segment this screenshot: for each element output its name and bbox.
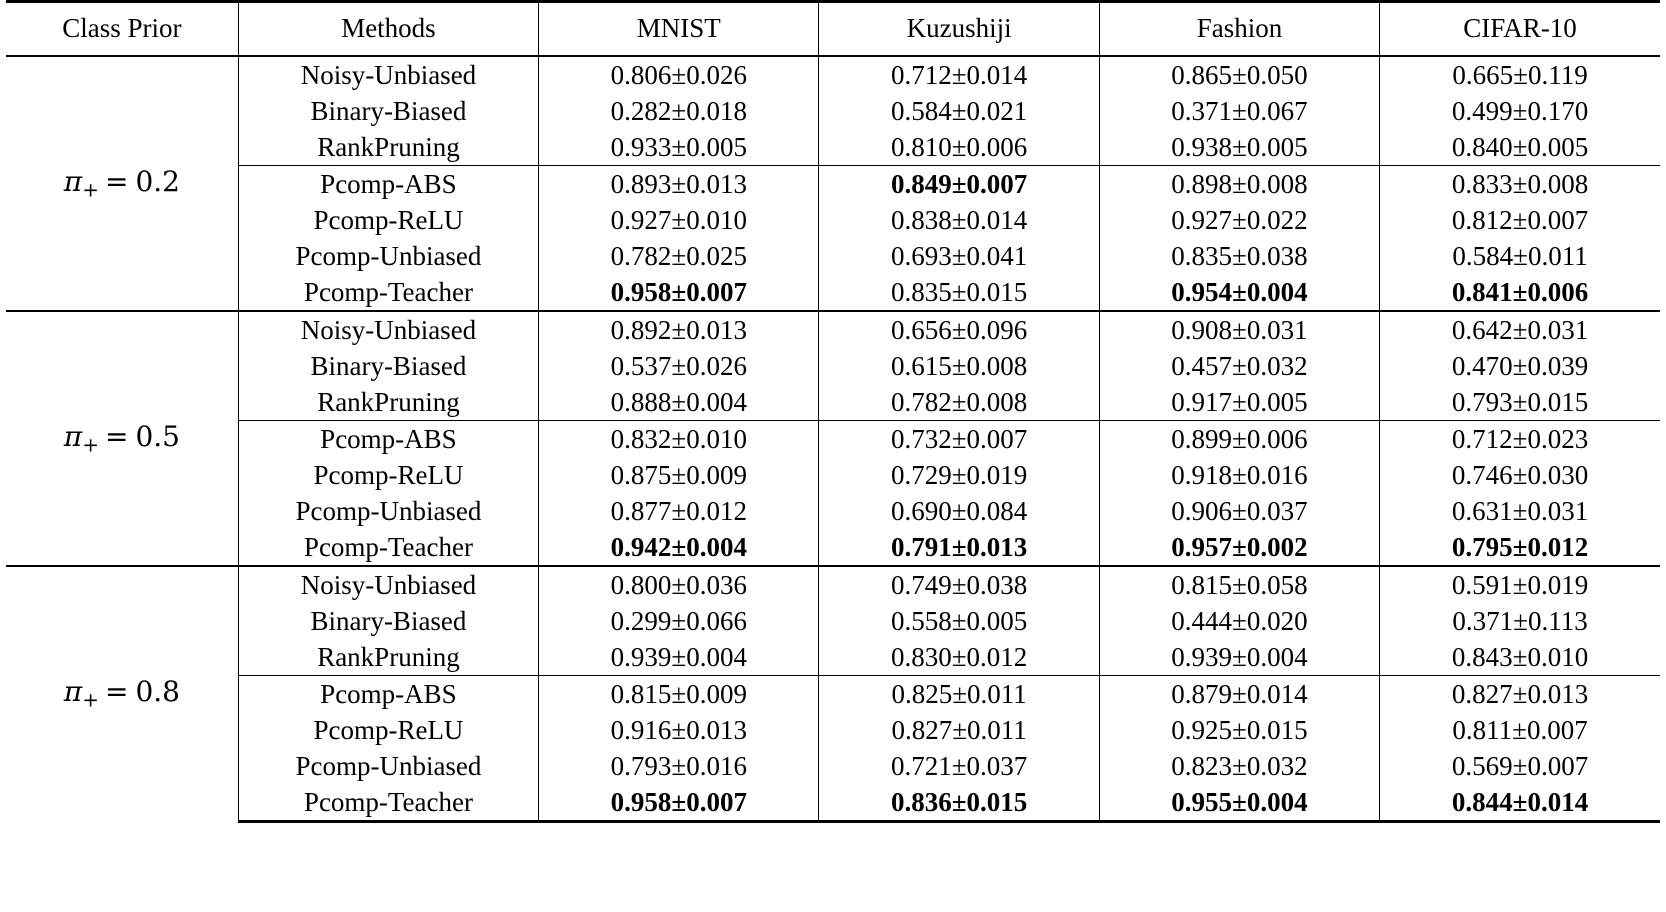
column-header-class-prior: Class Prior [6,2,238,57]
metric-value: 0.830±0.012 [819,639,1099,676]
metric-value: 0.444±0.020 [1099,603,1379,639]
metric-value: 0.892±0.013 [539,311,819,348]
class-prior-label [6,311,238,566]
equals-sign: = [104,419,129,453]
metric-value: 0.925±0.015 [1099,712,1379,748]
metric-value: 0.782±0.008 [819,384,1099,421]
metric-value: 0.749±0.038 [819,566,1099,603]
pi-symbol: π [63,675,83,709]
method-name: Pcomp-Teacher [238,784,538,822]
metric-value: 0.665±0.119 [1380,56,1660,93]
metric-value: 0.690±0.084 [819,493,1099,529]
metric-value: 0.815±0.058 [1099,566,1379,603]
metric-value: 0.746±0.030 [1380,457,1660,493]
metric-value: 0.299±0.066 [539,603,819,639]
table-row [6,639,1660,676]
metric-value: 0.642±0.031 [1380,311,1660,348]
metric-value: 0.457±0.032 [1099,348,1379,384]
method-name: Pcomp-ABS [238,421,538,458]
metric-value: 0.954±0.004 [1099,274,1379,311]
equals-sign: = [104,164,129,198]
table-row [6,129,1660,166]
metric-value: 0.877±0.012 [539,493,819,529]
metric-value: 0.371±0.067 [1099,93,1379,129]
method-name: Pcomp-Unbiased [238,238,538,274]
metric-value: 0.844±0.014 [1380,784,1660,822]
method-name: Pcomp-Unbiased [238,493,538,529]
class-prior-value: 0.2 [135,164,180,198]
table-row [6,202,1660,238]
metric-value: 0.693±0.041 [819,238,1099,274]
class-prior-value: 0.5 [135,419,180,453]
metric-value: 0.584±0.011 [1380,238,1660,274]
metric-value: 0.843±0.010 [1380,639,1660,676]
class-prior-label [6,56,238,311]
pi-subscript: + [82,432,99,457]
method-name: Binary-Biased [238,93,538,129]
method-name: Noisy-Unbiased [238,311,538,348]
metric-value: 0.729±0.019 [819,457,1099,493]
method-name: Binary-Biased [238,603,538,639]
metric-value: 0.942±0.004 [539,529,819,566]
metric-value: 0.906±0.037 [1099,493,1379,529]
metric-value: 0.933±0.005 [539,129,819,166]
table-row [6,311,1660,348]
metric-value: 0.835±0.015 [819,274,1099,311]
metric-value: 0.793±0.015 [1380,384,1660,421]
metric-value: 0.823±0.032 [1099,748,1379,784]
method-name: RankPruning [238,129,538,166]
metric-value: 0.927±0.010 [539,202,819,238]
class-prior-label [6,566,238,822]
metric-value: 0.918±0.016 [1099,457,1379,493]
metric-value: 0.470±0.039 [1380,348,1660,384]
metric-value: 0.569±0.007 [1380,748,1660,784]
method-name: RankPruning [238,639,538,676]
metric-value: 0.282±0.018 [539,93,819,129]
metric-value: 0.957±0.002 [1099,529,1379,566]
metric-value: 0.899±0.006 [1099,421,1379,458]
metric-value: 0.939±0.004 [539,639,819,676]
metric-value: 0.916±0.013 [539,712,819,748]
metric-value: 0.815±0.009 [539,676,819,713]
metric-value: 0.584±0.021 [819,93,1099,129]
column-header-fashion: Fashion [1099,2,1379,57]
method-name: Binary-Biased [238,348,538,384]
metric-value: 0.958±0.007 [539,274,819,311]
pi-subscript: + [82,177,99,202]
metric-value: 0.806±0.026 [539,56,819,93]
metric-value: 0.812±0.007 [1380,202,1660,238]
metric-value: 0.865±0.050 [1099,56,1379,93]
metric-value: 0.838±0.014 [819,202,1099,238]
table-row [6,748,1660,784]
metric-value: 0.832±0.010 [539,421,819,458]
column-header-kuzushiji: Kuzushiji [819,2,1099,57]
pi-subscript: + [82,688,99,713]
metric-value: 0.898±0.008 [1099,166,1379,203]
table-row [6,166,1660,203]
metric-value: 0.712±0.014 [819,56,1099,93]
metric-value: 0.927±0.022 [1099,202,1379,238]
table-row [6,784,1660,822]
table-row [6,348,1660,384]
metric-value: 0.732±0.007 [819,421,1099,458]
metric-value: 0.917±0.005 [1099,384,1379,421]
metric-value: 0.712±0.023 [1380,421,1660,458]
table-row [6,457,1660,493]
metric-value: 0.795±0.012 [1380,529,1660,566]
table-row [6,493,1660,529]
metric-value: 0.879±0.014 [1099,676,1379,713]
method-name: Noisy-Unbiased [238,56,538,93]
metric-value: 0.841±0.006 [1380,274,1660,311]
method-name: Pcomp-ReLU [238,202,538,238]
metric-value: 0.656±0.096 [819,311,1099,348]
metric-value: 0.840±0.005 [1380,129,1660,166]
table-row [6,566,1660,603]
equals-sign: = [104,675,129,709]
metric-value: 0.800±0.036 [539,566,819,603]
metric-value: 0.811±0.007 [1380,712,1660,748]
metric-value: 0.558±0.005 [819,603,1099,639]
method-name: Pcomp-Unbiased [238,748,538,784]
table-row [6,238,1660,274]
method-name: Pcomp-ABS [238,166,538,203]
table-row [6,56,1660,93]
class-prior-math [63,675,180,713]
table-header [6,2,1660,57]
metric-value: 0.849±0.007 [819,166,1099,203]
metric-value: 0.888±0.004 [539,384,819,421]
metric-value: 0.615±0.008 [819,348,1099,384]
class-prior-value: 0.8 [135,675,180,709]
table-body [6,56,1660,822]
metric-value: 0.791±0.013 [819,529,1099,566]
method-name: Pcomp-ABS [238,676,538,713]
method-name: RankPruning [238,384,538,421]
table-row [6,93,1660,129]
metric-value: 0.782±0.025 [539,238,819,274]
method-name: Pcomp-Teacher [238,274,538,311]
metric-value: 0.810±0.006 [819,129,1099,166]
metric-value: 0.958±0.007 [539,784,819,822]
metric-value: 0.371±0.113 [1380,603,1660,639]
metric-value: 0.591±0.019 [1380,566,1660,603]
column-header-cifar10: CIFAR-10 [1380,2,1660,57]
table-row [6,712,1660,748]
metric-value: 0.836±0.015 [819,784,1099,822]
metric-value: 0.825±0.011 [819,676,1099,713]
table-row [6,421,1660,458]
class-prior-math [63,164,180,202]
metric-value: 0.537±0.026 [539,348,819,384]
results-table [6,0,1660,823]
method-name: Pcomp-Teacher [238,529,538,566]
metric-value: 0.827±0.011 [819,712,1099,748]
table-row [6,384,1660,421]
pi-symbol: π [63,164,83,198]
column-header-mnist: MNIST [539,2,819,57]
table-row [6,603,1660,639]
method-name: Noisy-Unbiased [238,566,538,603]
metric-value: 0.499±0.170 [1380,93,1660,129]
metric-value: 0.835±0.038 [1099,238,1379,274]
metric-value: 0.721±0.037 [819,748,1099,784]
metric-value: 0.833±0.008 [1380,166,1660,203]
table-row [6,529,1660,566]
metric-value: 0.908±0.031 [1099,311,1379,348]
metric-value: 0.827±0.013 [1380,676,1660,713]
metric-value: 0.631±0.031 [1380,493,1660,529]
table-row [6,274,1660,311]
method-name: Pcomp-ReLU [238,712,538,748]
class-prior-math [63,419,180,457]
metric-value: 0.939±0.004 [1099,639,1379,676]
metric-value: 0.875±0.009 [539,457,819,493]
metric-value: 0.955±0.004 [1099,784,1379,822]
method-name: Pcomp-ReLU [238,457,538,493]
metric-value: 0.938±0.005 [1099,129,1379,166]
column-header-methods: Methods [238,2,538,57]
metric-value: 0.793±0.016 [539,748,819,784]
metric-value: 0.893±0.013 [539,166,819,203]
table-row [6,676,1660,713]
header-row [6,2,1660,57]
pi-symbol: π [63,419,83,453]
